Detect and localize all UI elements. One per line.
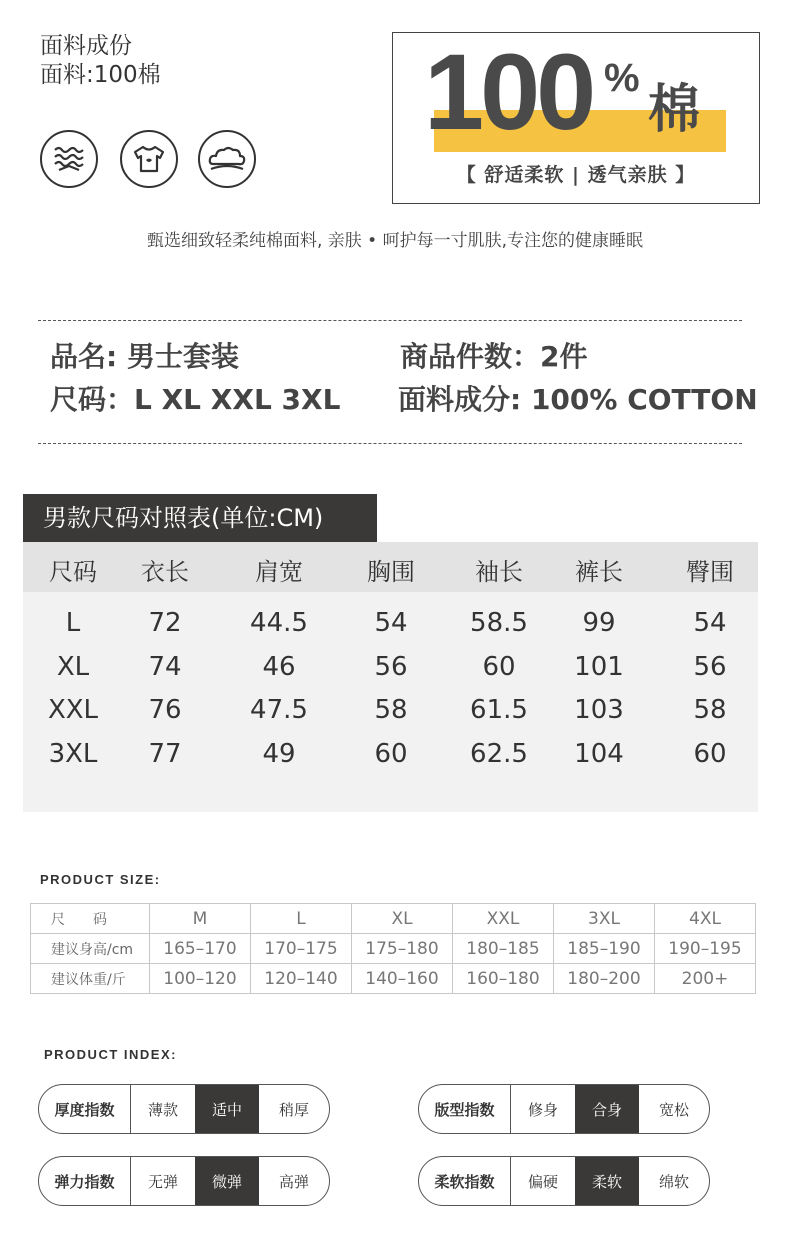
size-chart-header-cell: 尺码	[49, 558, 97, 586]
size-chart-cell: XXL	[47, 695, 99, 725]
badge-percent-sign: %	[604, 56, 640, 100]
index-name: 柔软指数	[419, 1157, 511, 1205]
table-cell: XXL	[453, 904, 554, 934]
index-option: 稍厚	[278, 1100, 309, 1119]
size-chart-cell: 76	[148, 695, 182, 725]
size-chart-cell: 54	[693, 608, 727, 638]
table-cell: 180–185	[453, 934, 554, 964]
table-cell: 100–120	[150, 964, 251, 994]
index-pill	[38, 1156, 330, 1206]
size-chart-header-cell: 臀围	[686, 558, 734, 586]
index-option: 绵软	[658, 1172, 689, 1191]
index-option-selected: 适中	[195, 1085, 259, 1133]
index-option-selected: 微弹	[195, 1157, 259, 1205]
size-chart-header-cell: 胸围	[367, 558, 415, 586]
piece-count: 商品件数：2件	[400, 340, 588, 373]
index-option: 修身	[527, 1100, 558, 1119]
size-chart-cell: 77	[148, 739, 182, 769]
size-chart-cell: 47.5	[250, 695, 308, 725]
fabric-line-1: 面料成份	[40, 33, 132, 59]
size-chart-cell: 58	[374, 695, 408, 725]
badge-percentage: 100	[424, 31, 593, 152]
size-chart-cell: 58	[693, 695, 727, 725]
size-chart-cell: 101	[574, 652, 624, 682]
size-chart-header-cell: 袖长	[475, 558, 523, 586]
table-row	[31, 964, 756, 994]
index-option: 宽松	[658, 1100, 689, 1119]
size-chart-cell: 61.5	[470, 695, 528, 725]
size-chart-body	[23, 592, 758, 812]
table-cell: 185–190	[554, 934, 655, 964]
index-option: 无弹	[147, 1172, 178, 1191]
size-chart-cell: 46	[262, 652, 296, 682]
table-cell: 165–170	[150, 934, 251, 964]
index-name: 版型指数	[419, 1085, 511, 1133]
slogan: 甄选细致轻柔纯棉面料, 亲肤 • 呵护每一寸肌肤,专注您的健康睡眠	[146, 231, 644, 251]
table-cell: L	[251, 904, 352, 934]
size-chart-cell: 44.5	[250, 608, 308, 638]
product-index-label: PRODUCT INDEX:	[44, 1047, 177, 1062]
index-pill	[38, 1084, 330, 1134]
table-cell: 180–200	[554, 964, 655, 994]
fabric-line-2: 面料:100棉	[40, 62, 161, 88]
table-cell: 170–175	[251, 934, 352, 964]
index-option-selected: 合身	[575, 1085, 639, 1133]
table-cell: 140–160	[352, 964, 453, 994]
index-option: 高弹	[278, 1172, 309, 1191]
size-chart-header-cell: 肩宽	[255, 558, 303, 586]
size-chart-cell: 74	[148, 652, 182, 682]
size-chart-cell: 104	[574, 739, 624, 769]
index-name: 厚度指数	[39, 1085, 131, 1133]
size-chart-cell: 56	[374, 652, 408, 682]
row-label: 尺 码	[31, 904, 150, 934]
table-row	[31, 934, 756, 964]
size-chart-cell: 72	[148, 608, 182, 638]
size-chart-cell: 58.5	[470, 608, 528, 638]
product-size-table	[30, 903, 756, 994]
size-chart-cell: 49	[262, 739, 296, 769]
index-option: 偏硬	[527, 1172, 558, 1191]
size-chart-header-cell: 裤长	[575, 558, 623, 586]
product-name: 品名: 男士套装	[50, 340, 239, 373]
index-pill	[418, 1156, 710, 1206]
size-chart-header	[23, 542, 758, 592]
size-chart-cell: 60	[693, 739, 727, 769]
table-cell: 175–180	[352, 934, 453, 964]
table-cell: 160–180	[453, 964, 554, 994]
size-chart-cell: 54	[374, 608, 408, 638]
table-cell: XL	[352, 904, 453, 934]
size-chart-cell: 99	[582, 608, 616, 638]
row-label: 建议体重/斤	[31, 964, 150, 994]
badge-cotton-char: 棉	[648, 81, 701, 139]
size-chart-cell: L	[65, 608, 81, 638]
index-pill	[418, 1084, 710, 1134]
size-chart-cell: 103	[574, 695, 624, 725]
size-list: 尺码：L XL XXL 3XL	[50, 383, 341, 416]
breathable-icon	[40, 130, 98, 188]
divider-top	[38, 320, 742, 321]
size-chart-cell: 60	[482, 652, 516, 682]
index-name: 弹力指数	[39, 1157, 131, 1205]
row-label: 建议身高/cm	[31, 934, 150, 964]
size-chart-title: 男款尺码对照表(单位:CM)	[23, 494, 377, 542]
table-cell: 200+	[655, 964, 756, 994]
soft-cloud-icon	[198, 130, 256, 188]
material-info: 面料成分: 100% COTTON	[398, 383, 758, 416]
index-option-selected: 柔软	[575, 1157, 639, 1205]
size-chart-cell: XL	[56, 652, 90, 682]
badge-subtitle: 【 舒适柔软 | 透气亲肤 】	[456, 164, 696, 186]
table-cell: 4XL	[655, 904, 756, 934]
size-chart-cell: 3XL	[48, 739, 98, 769]
divider-bottom	[38, 443, 742, 444]
size-chart-cell: 56	[693, 652, 727, 682]
table-cell: 190–195	[655, 934, 756, 964]
size-chart-cell: 60	[374, 739, 408, 769]
index-option: 薄款	[147, 1100, 178, 1119]
fabric-heading	[40, 32, 161, 90]
size-chart-header-cell: 衣长	[141, 558, 189, 586]
table-cell: 120–140	[251, 964, 352, 994]
table-cell: M	[150, 904, 251, 934]
table-cell: 3XL	[554, 904, 655, 934]
size-chart-cell: 62.5	[470, 739, 528, 769]
table-row	[31, 904, 756, 934]
tshirt-icon	[120, 130, 178, 188]
product-size-label: PRODUCT SIZE:	[40, 872, 161, 887]
